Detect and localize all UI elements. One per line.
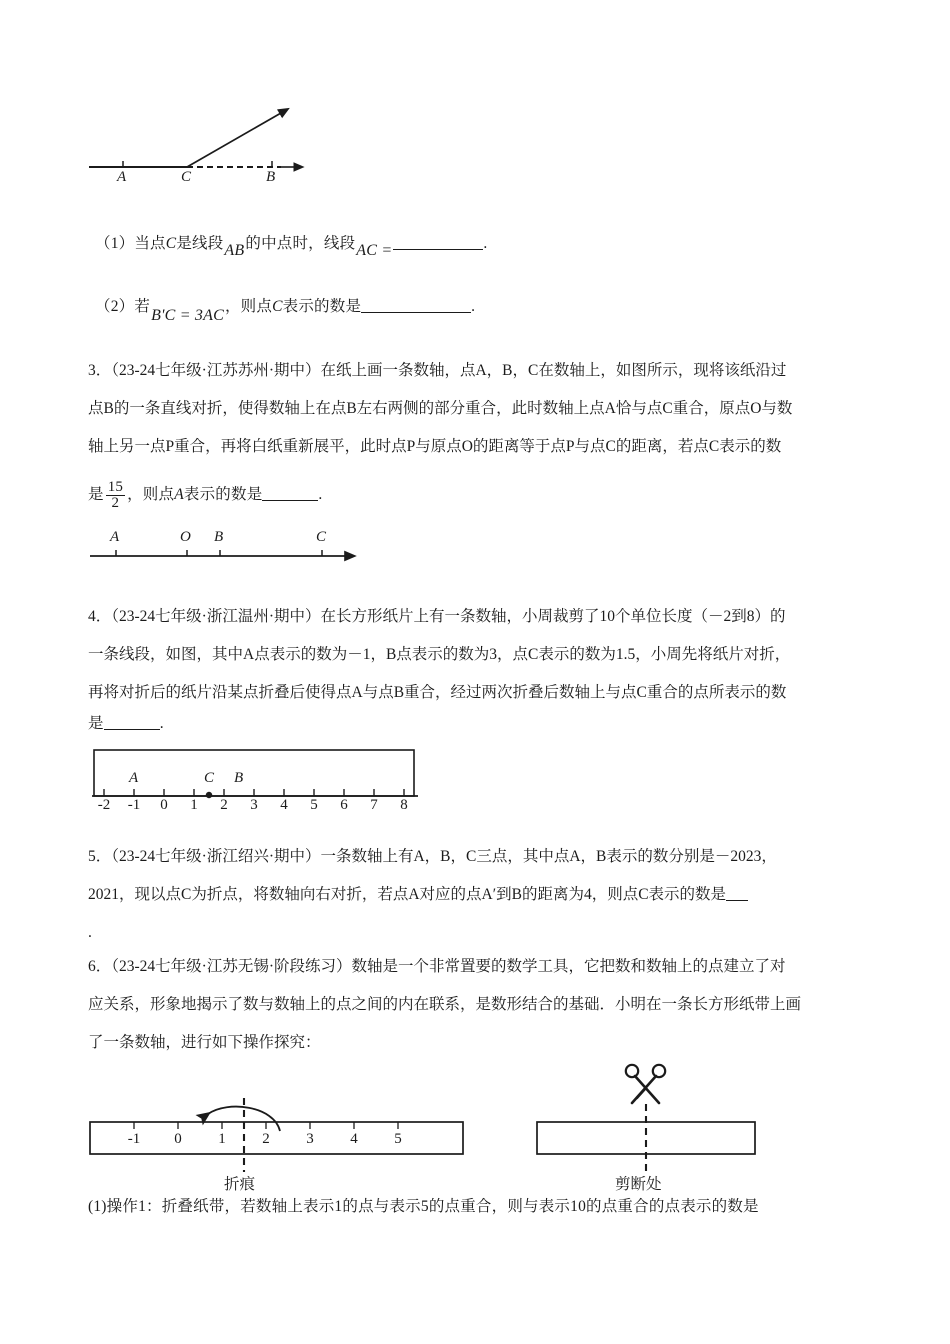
question-4-answer-line: [88, 705, 164, 743]
q6-tick-label: 1: [218, 1131, 226, 1147]
q4-tick-label: 7: [370, 797, 378, 813]
figure-q4-paper-strip: [90, 748, 440, 820]
q4-tick-label: 2: [220, 797, 228, 813]
figure-q3-number-line: [88, 528, 378, 570]
q6-cut-caption: 剪断处: [615, 1176, 662, 1193]
q1-suffix: .: [483, 235, 488, 252]
question-3-body: [88, 352, 878, 466]
q4-point-label-C: C: [204, 770, 215, 786]
q4-tick-label: 1: [190, 797, 198, 813]
q5-line-2-text: 2021，现以点C为折点，将数轴向右对折，若点A对应的点A′到B的距离为4，则点C表示的数是: [88, 886, 727, 903]
q4-tick-label: -2: [97, 797, 111, 813]
q4-answer-blank[interactable]: [104, 729, 160, 730]
q3-line-1: 3．（23-24七年级·江苏苏州·期中）在纸上画一条数轴，点A，B，C在数轴上，如图所示，现将该纸沿过: [88, 362, 787, 379]
q1-segment-ac: AC =: [356, 242, 393, 259]
q2-answer-blank[interactable]: [361, 312, 471, 313]
q1-mid1: 是线段: [176, 235, 224, 252]
q5-line-1: 5．（23-24七年级·浙江绍兴·期中）一条数轴上有A，B，C三点，其中点A，B表示的数分别是－2023，: [88, 848, 777, 865]
figure-q6-cut-strip: [535, 1056, 805, 1193]
q3-axis-label-B: B: [214, 529, 224, 545]
q4-line-2: 一条线段，如图，其中A点表示的数为－1，B点表示的数为3，点C表示的数为1.5，小周先将纸片对折，: [88, 646, 791, 663]
q1-segment-ab: AB: [224, 242, 245, 259]
q4-tick-label: 0: [160, 797, 168, 813]
q3-answer-tail: 表示的数是: [183, 486, 263, 503]
question-5-body: [88, 838, 878, 952]
q4-answer-suffix: .: [159, 715, 164, 732]
q3-answer-suffix: .: [318, 486, 323, 503]
q6-line-1: 6．（23-24七年级·江苏无锡·阶段练习）数轴是一个非常置要的数学工具，它把数和数轴上的点建立了对: [88, 958, 786, 975]
q4-tick-label: 8: [400, 797, 408, 813]
q4-point-label-B: B: [234, 770, 244, 786]
q1-prefix: （1）当点: [95, 235, 166, 252]
figure1-label-C: C: [181, 169, 192, 185]
q3-axis-label-A: A: [110, 529, 120, 545]
q6-tick-label: 3: [306, 1131, 314, 1147]
q6-tick-label: 5: [394, 1131, 402, 1147]
question-1-line: [95, 225, 487, 263]
q4-tick-label: 4: [280, 797, 288, 813]
figure1-label-A: A: [117, 169, 127, 185]
q3-line-3: 轴上另一点P重合，再将白纸重新展平，此时点P与原点O的距离等于点P与点C的距离，若点C表示的数: [88, 438, 782, 455]
q6-left-svg: [88, 1056, 488, 1181]
q1-answer-blank[interactable]: [393, 249, 483, 250]
q2-point-c: C: [272, 298, 283, 315]
figure-q6-fold-strip: [88, 1056, 488, 1193]
q4-tick-label: -1: [127, 797, 141, 813]
q4-tick-label: 5: [310, 797, 318, 813]
question-4-body: [88, 598, 878, 712]
q6-line-2: 应关系，形象地揭示了数与数轴上的点之间的内在联系，是数形结合的基础．小明在一条长方形纸带上画: [88, 996, 802, 1013]
figure-ray-diagram: [85, 95, 345, 190]
question-2-line: [95, 288, 475, 326]
q2-suffix: .: [471, 298, 476, 315]
q3-fraction-numerator: 15: [107, 478, 124, 495]
q3-axis-label-O: O: [180, 529, 191, 545]
q3-line-2: 点B的一条直线对折，使得数轴上在点B左右两侧的部分重合，此时数轴上点A恰与点C重合，原点O与数: [88, 400, 793, 417]
q6-line-3: 了一条数轴，进行如下操作探究：: [88, 1034, 321, 1051]
q3-fraction: [106, 480, 125, 513]
q5-line-3: .: [88, 924, 92, 941]
q6-tick-label: 4: [350, 1131, 358, 1147]
q4-tick-label: 6: [340, 797, 348, 813]
q4-line-3: 再将对折后的纸片沿某点折叠后使得点A与点B重合，经过两次折叠后数轴上与点C重合的点所表示的数: [88, 684, 787, 701]
q3-answer-blank[interactable]: [262, 500, 318, 501]
q4-line-1: 4．（23-24七年级·浙江温州·期中）在长方形纸片上有一条数轴，小周裁剪了10个单位长度（－2到8）的: [88, 608, 786, 625]
q2-tail: 表示的数是: [282, 298, 362, 315]
question-6-operation-1: (1)操作1：折叠纸带，若数轴上表示1的点与表示5的点重合，则与表示10的点重合的点表示的数是: [88, 1198, 759, 1215]
q6-tick-label: 2: [262, 1131, 270, 1147]
q3-axis-label-C: C: [316, 529, 327, 545]
question-3-answer-line: [88, 476, 322, 514]
q4-point-label-A: A: [129, 770, 139, 786]
q5-line-2: [88, 876, 878, 914]
q2-expression: B'C = 3AC: [151, 307, 224, 324]
q2-mid: ，则点: [224, 298, 273, 315]
q3-answer-mid: ，则点: [127, 486, 175, 503]
q4-tick-label: 3: [250, 797, 258, 813]
q3-answer-prefix: 是: [88, 486, 104, 503]
question-6-body: [88, 948, 878, 1062]
q2-prefix: （2）若: [95, 298, 151, 315]
q4-answer-prefix: 是: [88, 715, 104, 732]
q3-answer-point: A: [174, 486, 184, 503]
q1-point-c: C: [165, 235, 177, 252]
q5-answer-blank[interactable]: [726, 900, 748, 901]
q6-tick-label: 0: [174, 1131, 182, 1147]
q6-right-svg: [535, 1056, 805, 1181]
q3-fraction-denominator: 2: [106, 495, 125, 512]
q6-fold-caption: 折痕: [224, 1176, 256, 1193]
q1-mid2: 的中点时，线段: [245, 235, 356, 252]
q6-tick-label: -1: [127, 1131, 141, 1147]
q3-number-line-svg: [88, 528, 378, 570]
figure1-label-B: B: [266, 169, 276, 185]
scissors-icon: [626, 1065, 665, 1103]
